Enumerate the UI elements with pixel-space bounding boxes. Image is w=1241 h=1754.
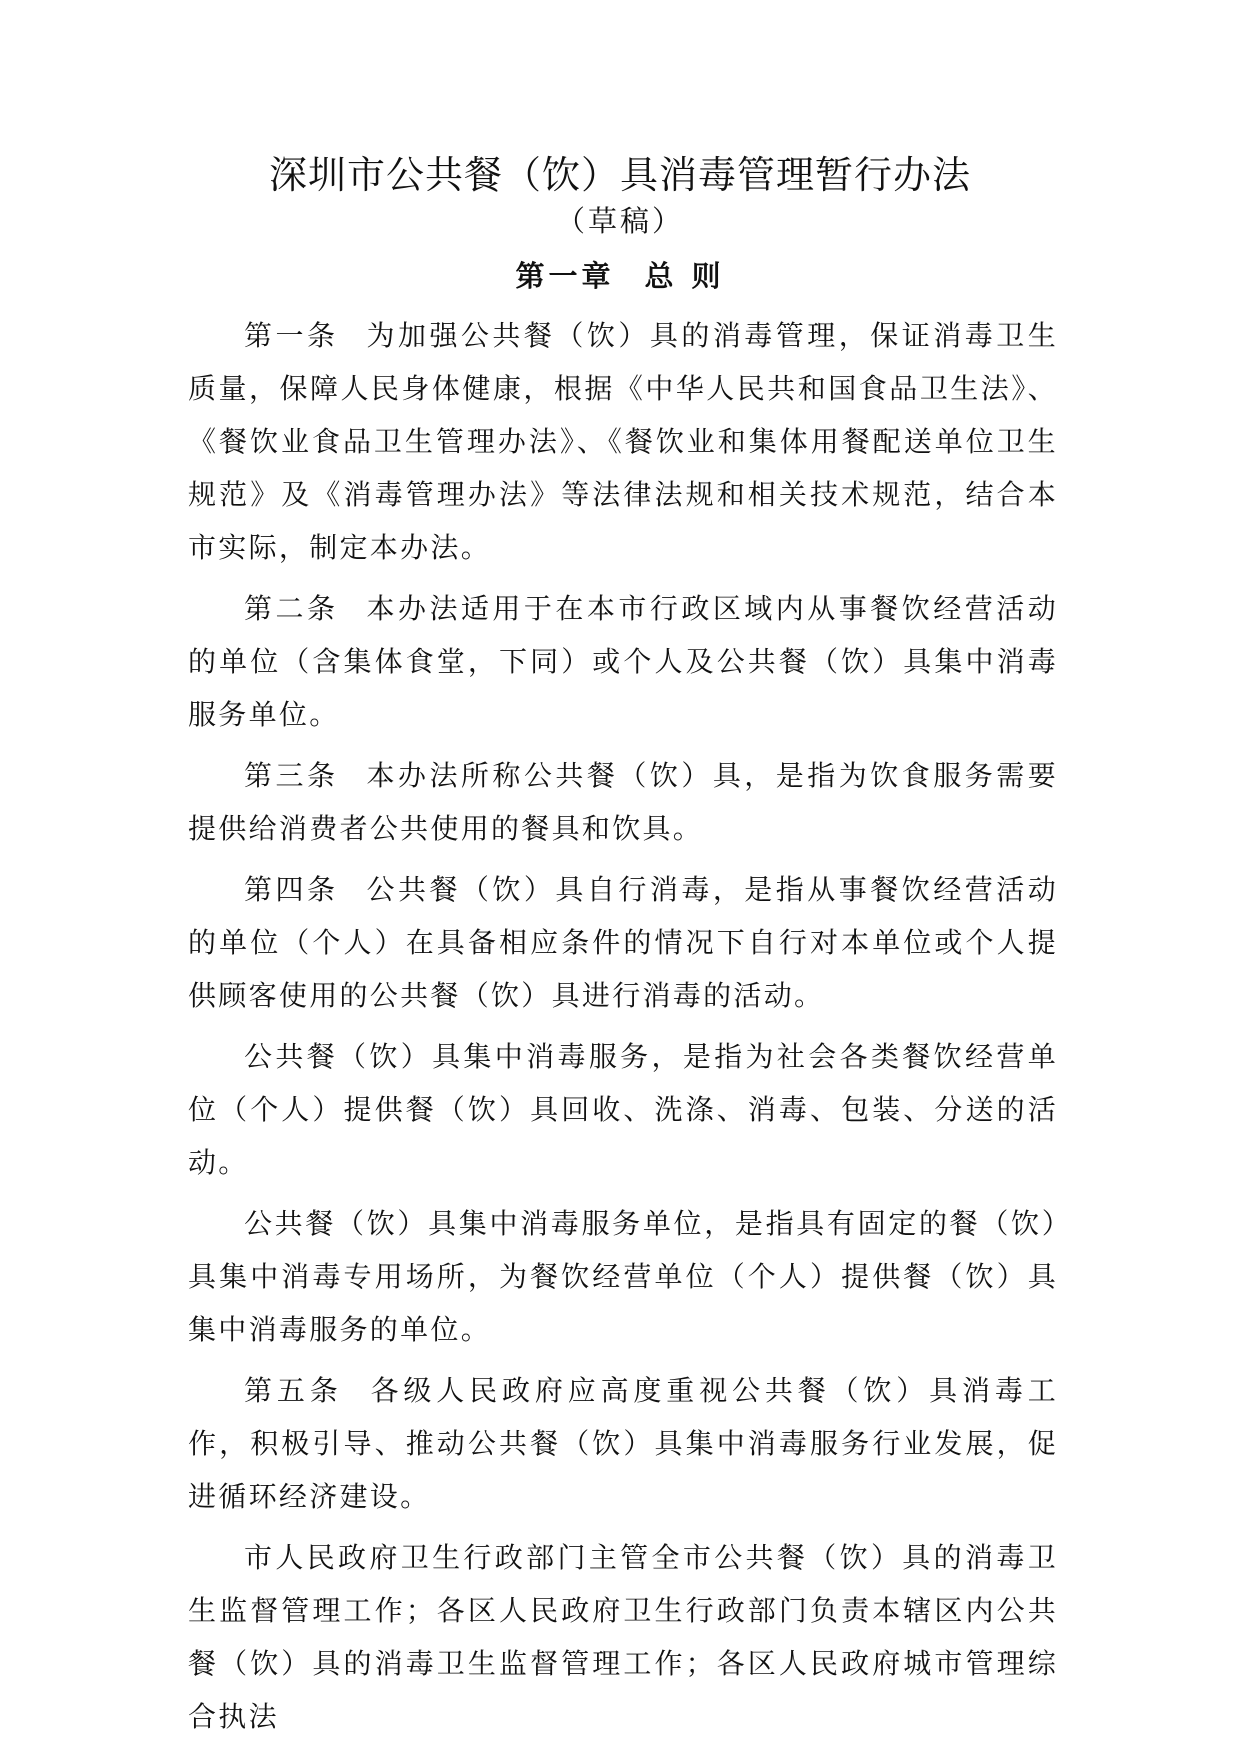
paragraph-article-3	[188, 749, 1058, 855]
article-number: 第四条	[244, 873, 339, 906]
chapter-heading	[180, 254, 1060, 298]
paragraph-text: 公共餐（饮）具集中消毒服务，是指为社会各类餐饮经营单位（个人）提供餐（饮）具回收、洗涤、消毒、包装、分送的活动。	[188, 1040, 1058, 1179]
article-number: 第五条	[244, 1374, 343, 1407]
paragraph-article-5	[188, 1364, 1058, 1523]
chapter-name: 总 则	[644, 259, 725, 293]
paragraph-text: 各级人民政府应高度重视公共餐（饮）具消毒工作，积极引导、推动公共餐（饮）具集中消毒服务行业发展，促进循环经济建设。	[188, 1374, 1058, 1513]
document-subtitle: （草稿）	[555, 204, 684, 238]
paragraph-article-4	[188, 863, 1058, 1022]
article-number: 第二条	[244, 592, 339, 625]
paragraph-text: 市人民政府卫生行政部门主管全市公共餐（饮）具的消毒卫生监督管理工作；各区人民政府卫生行政部门负责本辖区内公共餐（饮）具的消毒卫生监督管理工作；各区人民政府城市管理综合执法	[188, 1541, 1058, 1733]
paragraph-responsibilities	[188, 1531, 1058, 1743]
paragraph-definition-centralized-service	[188, 1030, 1058, 1189]
paragraph-text: 为加强公共餐（饮）具的消毒管理，保证消毒卫生质量，保障人民身体健康，根据《中华人民共和国食品卫生法》、《餐饮业食品卫生管理办法》、《餐饮业和集体用餐配送单位卫生规范》及《消毒管理办法》等法律法规和相关技术规范，结合本市实际，制定本办法。	[188, 319, 1058, 564]
paragraph-text: 本办法所称公共餐（饮）具，是指为饮食服务需要提供给消费者公共使用的餐具和饮具。	[188, 759, 1058, 845]
paragraph-article-1	[188, 309, 1058, 574]
chapter-number: 第一章	[515, 259, 615, 293]
paragraph-definition-service-unit	[188, 1197, 1058, 1356]
paragraph-article-2	[188, 582, 1058, 741]
paragraph-text: 本办法适用于在本市行政区域内从事餐饮经营活动的单位（含集体食堂，下同）或个人及公共餐（饮）具集中消毒服务单位。	[188, 592, 1058, 731]
document-body	[188, 309, 1058, 1751]
paragraph-text: 公共餐（饮）具集中消毒服务单位，是指具有固定的餐（饮）具集中消毒专用场所，为餐饮经营单位（个人）提供餐（饮）具集中消毒服务的单位。	[188, 1207, 1058, 1346]
article-number: 第三条	[244, 759, 339, 792]
paragraph-text: 公共餐（饮）具自行消毒，是指从事餐饮经营活动的单位（个人）在具备相应条件的情况下自行对本单位或个人提供顾客使用的公共餐（饮）具进行消毒的活动。	[188, 873, 1058, 1012]
document-title: 深圳市公共餐（饮）具消毒管理暂行办法	[268, 153, 971, 197]
article-number: 第一条	[244, 319, 339, 352]
